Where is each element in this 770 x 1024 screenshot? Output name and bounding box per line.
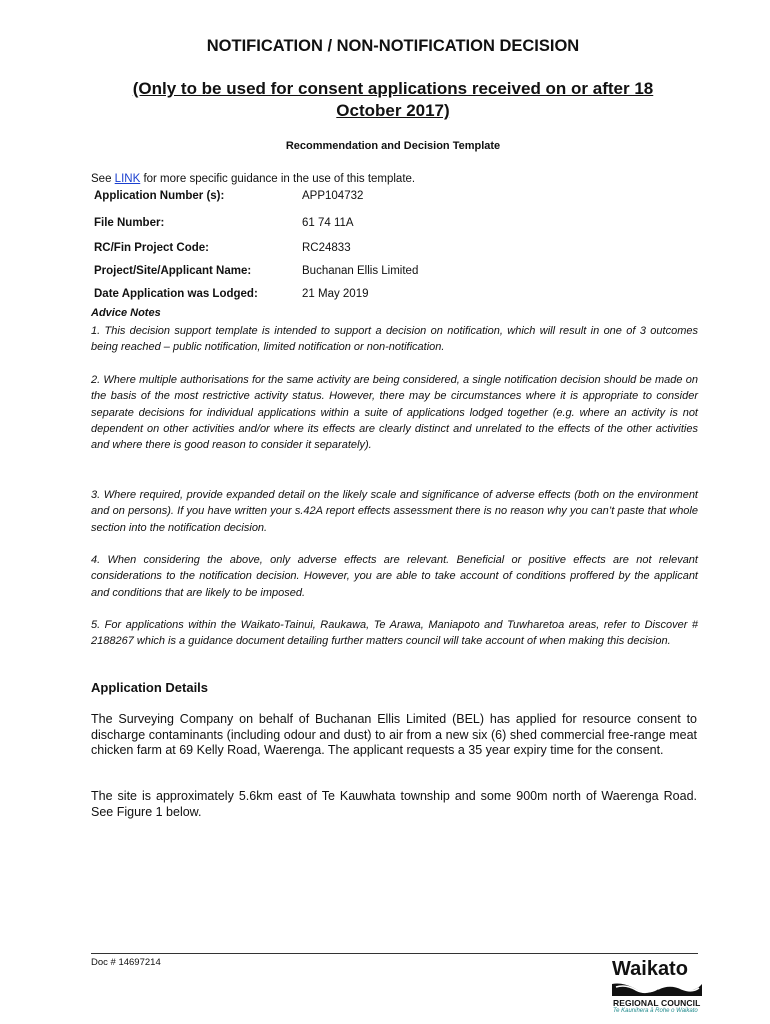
field-label: Application Number (s):	[94, 190, 225, 202]
document-number: Doc # 14697214	[91, 957, 161, 968]
advice-notes-title: Advice Notes	[91, 307, 161, 319]
guidance-line	[91, 173, 415, 185]
field-label: File Number:	[94, 217, 165, 229]
advice-note: 3. Where required, provide expanded detail on the likely scale and significance of adverse effects (both on the environment and on persons). If you have written your s.42A report effects assessment there is no reason why you can’t paste that whole section into the notification decision.	[91, 489, 698, 534]
field-label: Date Application was Lodged:	[94, 288, 258, 300]
field-value: Buchanan Ellis Limited	[302, 265, 419, 277]
application-details-paragraph: The Surveying Company on behalf of Buchanan Ellis Limited (BEL) has applied for resource consent to discharge contaminants (including odour and dust) to air from a new six (6) shed commercial free-range meat chicken farm at 69 Kelly Road, Waerenga. The applicant requests a 35 year expiry time for the consent.	[91, 712, 697, 757]
guidance-suffix: for more specific guidance in the use of this template.	[140, 173, 416, 185]
logo-council-text: REGIONAL COUNCIL	[613, 998, 701, 1008]
guidance-prefix: See	[91, 173, 115, 185]
advice-note: 1. This decision support template is intended to support a decision on notification, which will result in one of 3 outcomes being reached – public notification, limited notification or non-notification.	[91, 325, 698, 354]
document-subtitle	[0, 78, 770, 122]
field-label: Project/Site/Applicant Name:	[94, 265, 252, 277]
template-name: Recommendation and Decision Template	[285, 140, 501, 152]
footer-divider	[91, 953, 698, 954]
logo-wave-icon	[612, 982, 702, 998]
field-value: APP104732	[302, 190, 364, 202]
subtitle-line-2: October 2017)	[336, 101, 450, 120]
application-details-paragraph: The site is approximately 5.6km east of Te Kauwhata township and some 900m north of Waerenga Road. See Figure 1 below.	[91, 789, 697, 819]
application-details-heading: Application Details	[91, 680, 209, 695]
advice-note: 5. For applications within the Waikato-Tainui, Raukawa, Te Arawa, Maniapoto and Tuwharetoa areas, refer to Discover # 2188267 which is a guidance document detailing further matters council will take account of when making this decision.	[91, 619, 698, 648]
field-label: RC/Fin Project Code:	[94, 242, 210, 254]
advice-note: 2. Where multiple authorisations for the same activity are being considered, a single notification decision should be made on the basis of the most restrictive activity status. However, there may be circumstances where it is appropriate to consider separate decisions for individual applications within a suite of applications lodged together (e.g. where an activity is not dependent on other activities and/or where its effects are clearly distinct and unrelated to the effects of the other activities and where there is good reason to consider it separately).	[91, 374, 698, 452]
guidance-link[interactable]: LINK	[114, 173, 141, 185]
field-value: 21 May 2019	[302, 288, 369, 300]
field-value: 61 74 11A	[302, 217, 354, 229]
document-title: NOTIFICATION / NON-NOTIFICATION DECISION	[206, 37, 580, 55]
subtitle-line-1: (Only to be used for consent applications received on or after 18	[132, 79, 654, 98]
waikato-regional-council-logo	[612, 958, 704, 1016]
advice-note: 4. When considering the above, only adverse effects are relevant. Beneficial or positive effects are not relevant considerations to the notification decision. However, you are able to take account of conditions proffered by the applicant and conditions that are likely to be imposed.	[91, 554, 698, 599]
field-value: RC24833	[302, 242, 351, 254]
logo-tagline: Te Kaunihera ā Rohe o Waikato	[613, 1008, 698, 1014]
logo-wordmark: Waikato	[612, 958, 688, 980]
